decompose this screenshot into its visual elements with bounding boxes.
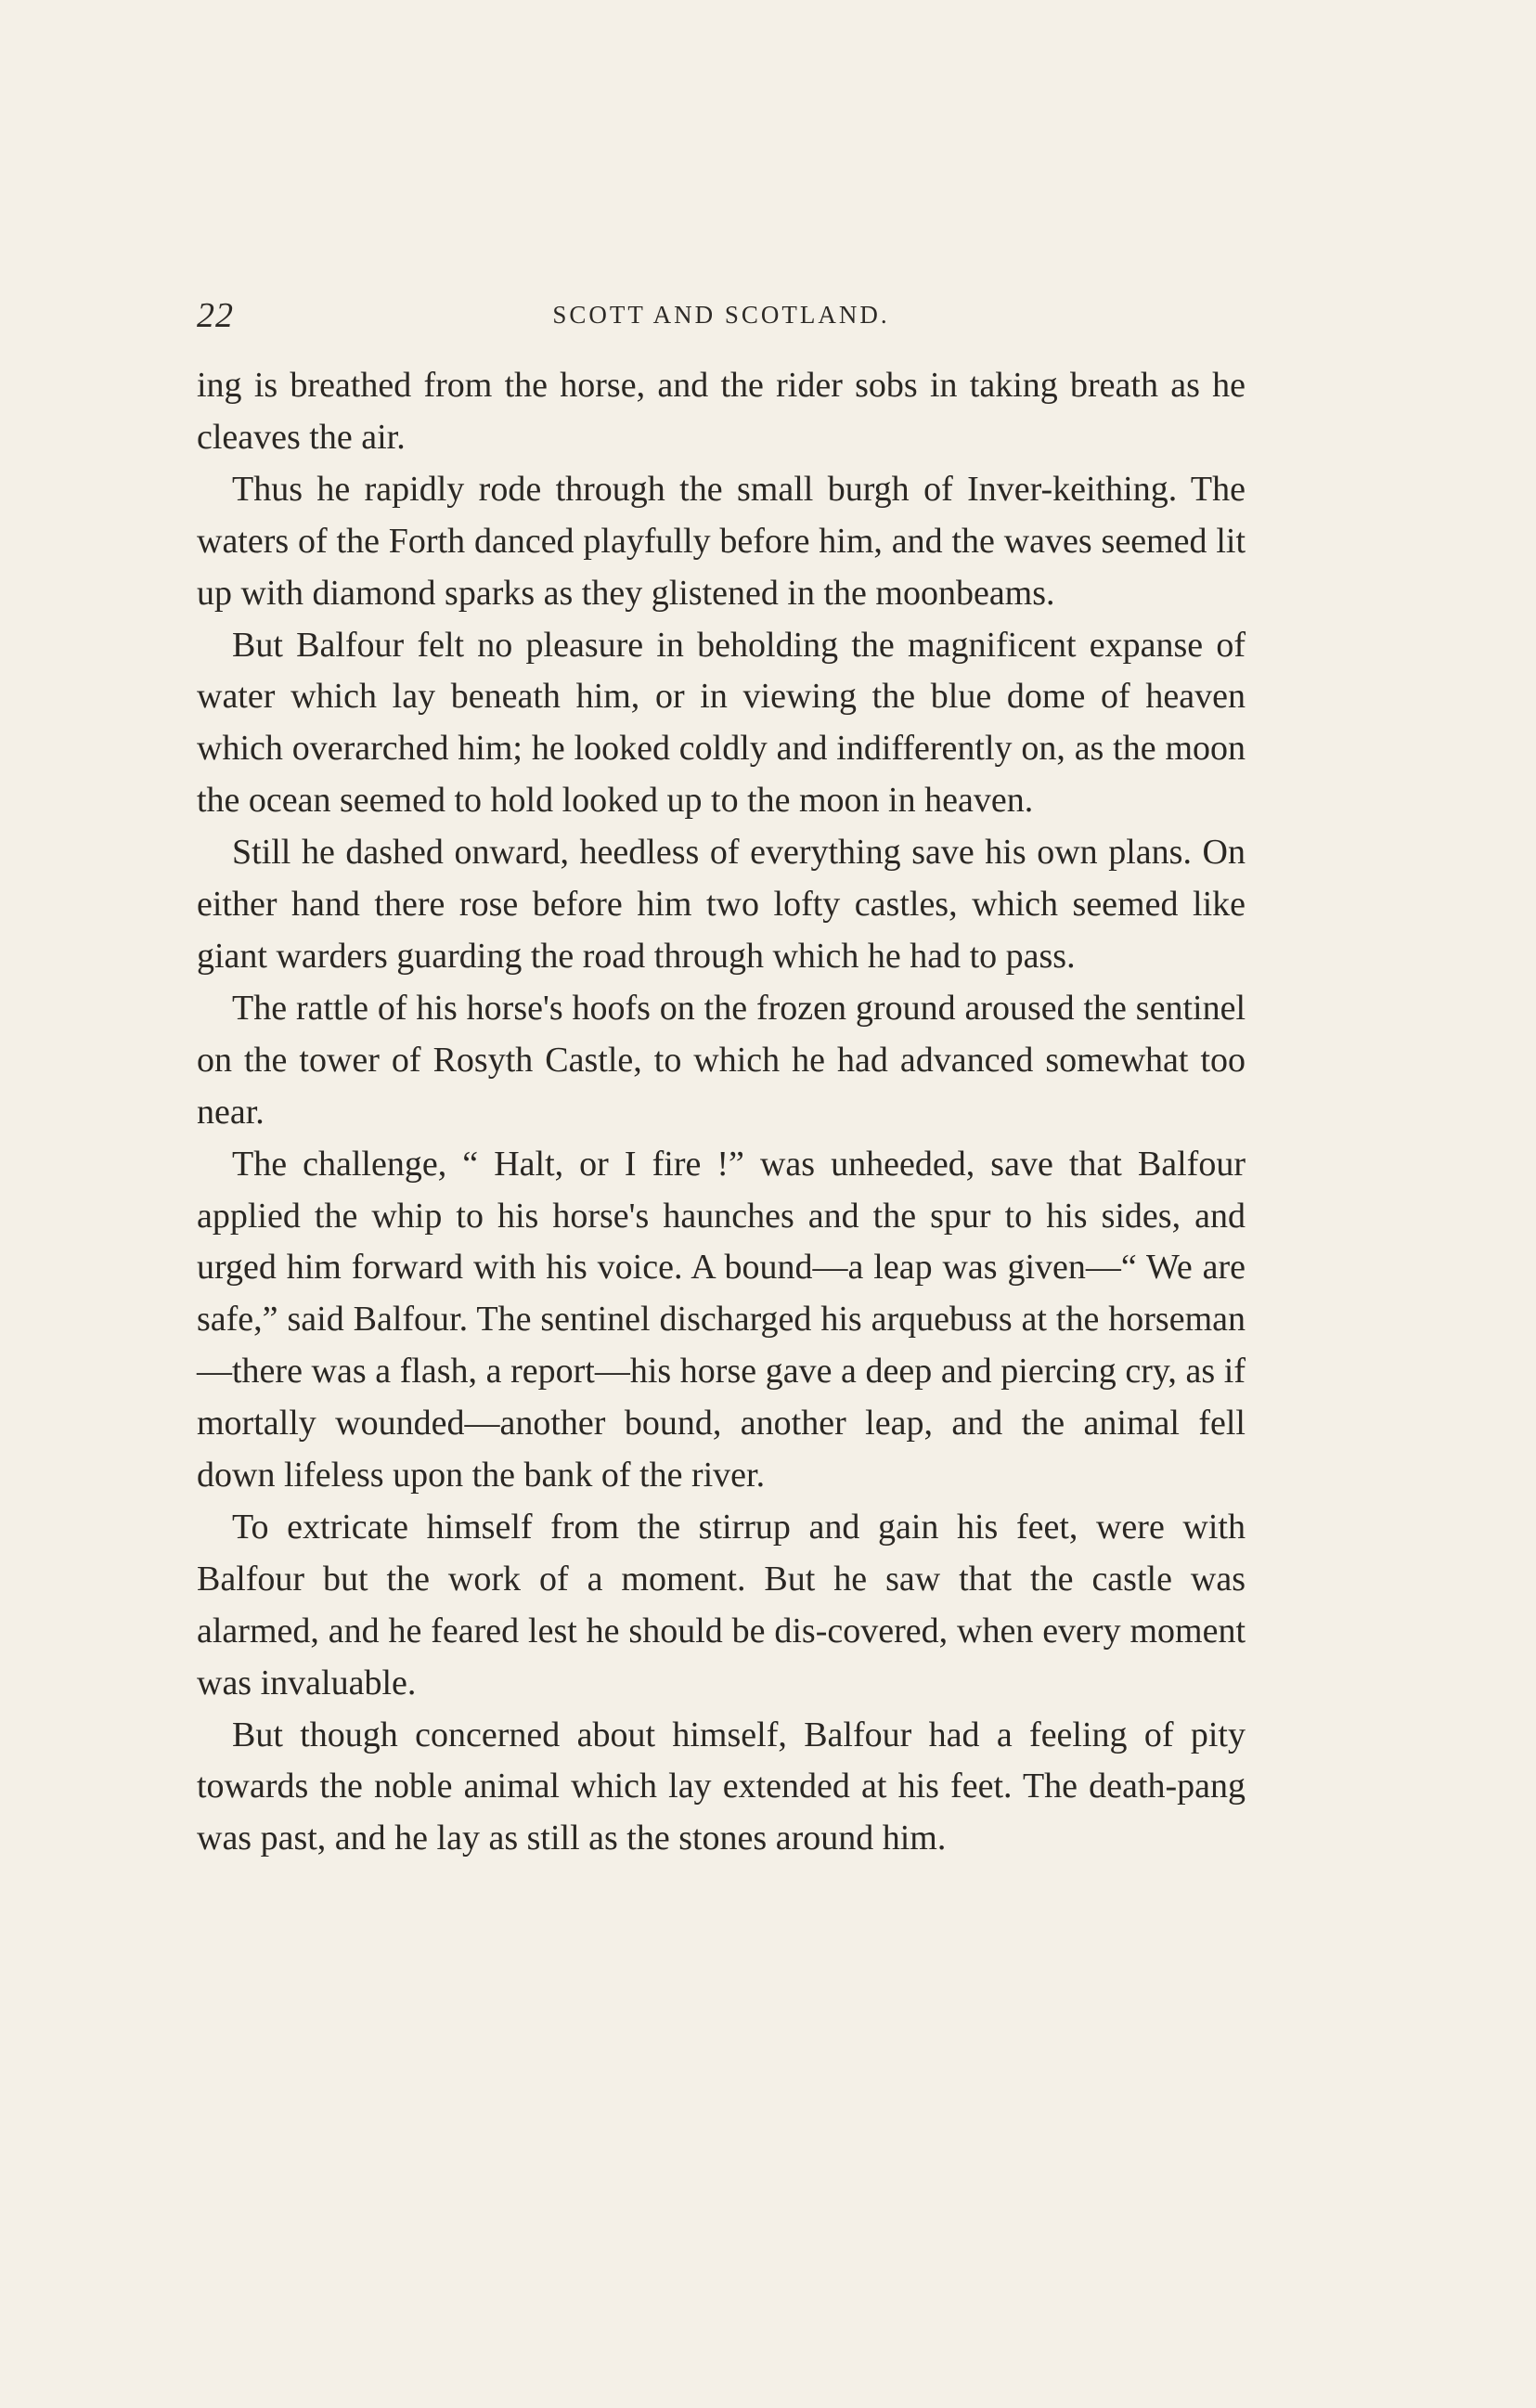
paragraph: The challenge, “ Halt, or I fire !” was unheeded, save that Balfour applied the whip to his horse's haunches and the spur to his sides, and urged him forward with his voice. A bound—a leap was given—“ We are safe,” said Balfour. The sentinel discharged his arquebuss at the horseman—there was a flash, a report—his horse gave a deep and piercing cry, as if mortally wounded—another bound, another leap, and the animal fell down lifeless upon the bank of the river. bbox=[197, 1144, 1246, 1495]
paragraph: Still he dashed onward, heedless of everything save his own plans. On either hand there rose before him two lofty castles, which seemed like giant warders guarding the road through which he had to pass. bbox=[197, 833, 1246, 976]
paragraph-continued: ing is breathed from the horse, and the rider sobs in taking breath as he cleaves the air. bbox=[197, 366, 1246, 457]
paragraph: To extricate himself from the stirrup and gain his feet, were with Balfour but the work of a moment. But he saw that the castle was alarmed, and he feared lest he should be dis-covered, when every moment was invaluable. bbox=[197, 1507, 1246, 1702]
paragraph: But Balfour felt no pleasure in beholding the magnificent expanse of water which lay beneath him, or in viewing the blue dome of heaven which overarched him; he looked coldly and indifferently on, as the moon the ocean seemed to hold looked up to the moon in heaven. bbox=[197, 625, 1246, 821]
paragraph: But though concerned about himself, Balfour had a feeling of pity towards the noble animal which lay extended at his feet. The death-pang was past, and he lay as still as the stones around him. bbox=[197, 1715, 1246, 1858]
page-number: 22 bbox=[197, 296, 234, 335]
body-text bbox=[197, 360, 1246, 1865]
paragraph: The rattle of his horse's hoofs on the frozen ground aroused the sentinel on the tower of Rosyth Castle, to which he had advanced somewhat too near. bbox=[197, 988, 1246, 1132]
page-header bbox=[197, 295, 1246, 342]
paragraph: Thus he rapidly rode through the small burgh of Inver-keithing. The waters of the Forth danced playfully before him, and the waves seemed lit up with diamond sparks as they glistened in the moonbeams. bbox=[197, 469, 1246, 613]
running-title: SCOTT AND SCOTLAND. bbox=[552, 301, 890, 329]
